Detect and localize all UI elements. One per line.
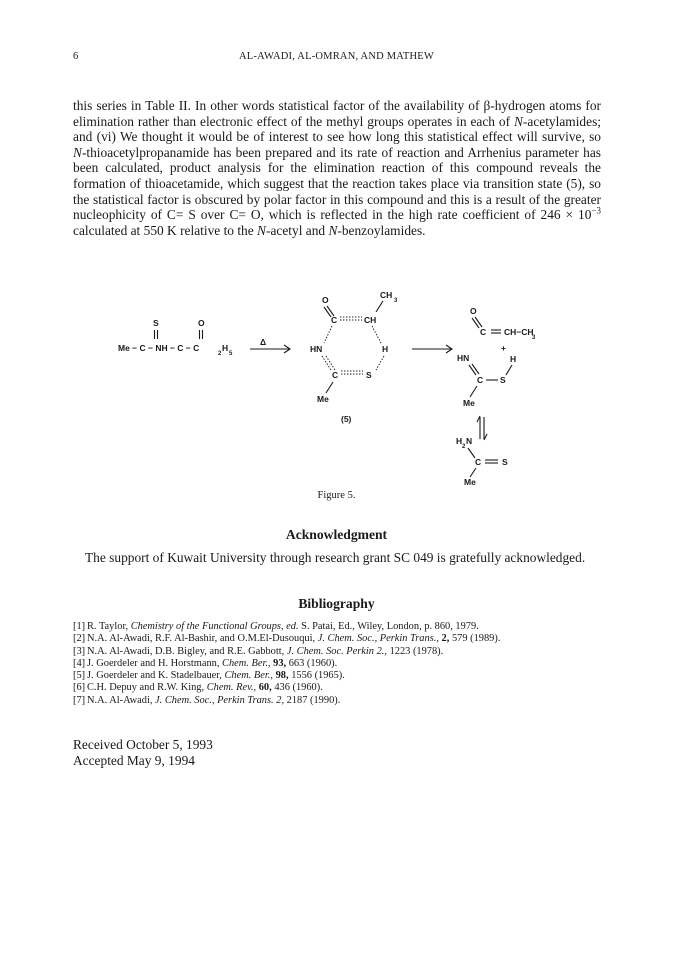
tautomer-methyl: Me — [464, 477, 476, 485]
tautomer-h: H — [456, 436, 463, 446]
ts-ch3-subscript: 3 — [394, 298, 398, 304]
reactant-oxygen: O — [198, 318, 205, 328]
ts-methyl: Me — [317, 394, 329, 404]
product-oxygen: O — [470, 306, 477, 316]
products — [457, 306, 536, 408]
product-methyl: Me — [463, 398, 475, 408]
ts-oxygen: O — [322, 295, 329, 305]
reference-item: [5] J. Goerdeler and K. Stadelbauer, Chem. Ber., 98, 1556 (1965). — [73, 670, 345, 682]
heat-symbol: Δ — [260, 337, 267, 347]
tautomer-sulfur: S — [502, 457, 508, 467]
ts-carbonyl-carbon: C — [331, 315, 338, 325]
paragraph-text: this series in Table II. In other words statistical factor of the availability of β-hydrogen atoms for elimination rather than electronic effect of the methyl groups operates in each of N-acetylamides; and (vi) We thought it would be of interest to see how long this statistical effect will survive, so N-thioacetylpropanamide has been prepared and its rate of reaction and Arrhenius parameter has been calculated, product analysis for the elimination reaction of this compound reveals the formation of thioacetamide, which suggest that the reaction takes place via transition state (5), so the statistical factor is obscured by polar factor in this compound and this is a result of the greater nucleophicity of C= S over C= O, which is reflected in the high rate coefficient of $246 \times 10^{-3}$ calculated at 550 K relative to the N-acetyl and N-benzoylamides. — [73, 98, 601, 238]
bibliography-heading: Bibliography — [298, 596, 375, 611]
reactant-subscript-5: 5 — [229, 351, 233, 357]
thioacetamide — [456, 436, 508, 485]
product-imine-carbon: C — [477, 375, 484, 385]
reference-item: [7] N.A. Al-Awadi, J. Chem. Soc., Perkin Trans. 2, 2187 (1990). — [73, 694, 341, 706]
ts-ch3-group: CH — [380, 290, 393, 300]
page-number: 6 — [73, 51, 79, 62]
reactant-sulfur: S — [153, 318, 159, 328]
product-arrow — [412, 345, 452, 353]
page-header — [73, 51, 600, 65]
tautomer-carbon: C — [475, 457, 482, 467]
running-head: AL-AWADI, AL-OMRAN, AND MATHEW — [238, 51, 434, 62]
equilibrium-arrows — [477, 416, 487, 440]
plus-sign: + — [501, 343, 506, 353]
ts-ch-carbon: CH — [364, 315, 377, 325]
reactant-structure — [118, 318, 233, 357]
reactant-subscript-2: 2 — [218, 351, 222, 357]
acknowledgment-text: The support of Kuwait University through research grant SC 049 is gratefully acknowledged. — [85, 550, 586, 565]
accepted-date: Accepted May 9, 1994 — [73, 753, 195, 768]
tautomer-subscript: 2 — [462, 444, 466, 450]
reaction-scheme — [100, 285, 600, 485]
ts-hydrogen: H — [382, 344, 389, 354]
product-ch3-subscript: 3 — [532, 335, 536, 341]
ts-thio-carbon: C — [332, 370, 339, 380]
ts-sulfur: S — [366, 370, 372, 380]
product-sulfur: S — [500, 375, 506, 385]
tautomer-nitrogen: N — [466, 436, 473, 446]
bibliography-list — [73, 621, 601, 707]
heat-arrow — [250, 337, 290, 353]
acknowledgment-heading: Acknowledgment — [285, 527, 388, 542]
product-ethylidene: CH−CH — [504, 327, 534, 337]
ts-hn: HN — [310, 344, 323, 354]
ts-label: (5) — [341, 414, 352, 424]
dates-block — [73, 737, 213, 769]
product-hydrogen: H — [510, 354, 517, 364]
product-ketene-carbon: C — [480, 327, 487, 337]
transition-state — [310, 290, 398, 424]
reference-item: [1] R. Taylor, Chemistry of the Functional Groups, ed. S. Patai, Ed., Wiley, London, p. 860, 1979. — [73, 621, 479, 632]
product-hn: HN — [457, 353, 470, 363]
received-date: Received October 5, 1993 — [73, 737, 213, 752]
reactant-h: H — [222, 343, 229, 353]
figure-caption: Figure 5. — [317, 490, 356, 501]
reference-item: [4] J. Goerdeler and H. Horstmann, Chem. Ber., 93, 663 (1960). — [73, 657, 338, 669]
reference-item: [6] C.H. Depuy and R.W. King, Chem. Rev., 60, 436 (1960). — [73, 682, 323, 694]
reference-item: [3] N.A. Al-Awadi, D.B. Bigley, and R.E. Gabbott, J. Chem. Soc. Perkin 2., 1223 (1978). — [73, 645, 444, 657]
reactant-formula: Me − C − NH − C − C — [118, 343, 200, 353]
reference-item: [2] N.A. Al-Awadi, R.F. Al-Bashir, and O.M.El-Dusouqui, J. Chem. Soc., Perkin Trans., 2, 579 (1989). — [73, 633, 501, 645]
reaction-scheme-svg — [100, 285, 600, 485]
body-paragraph — [73, 98, 601, 238]
